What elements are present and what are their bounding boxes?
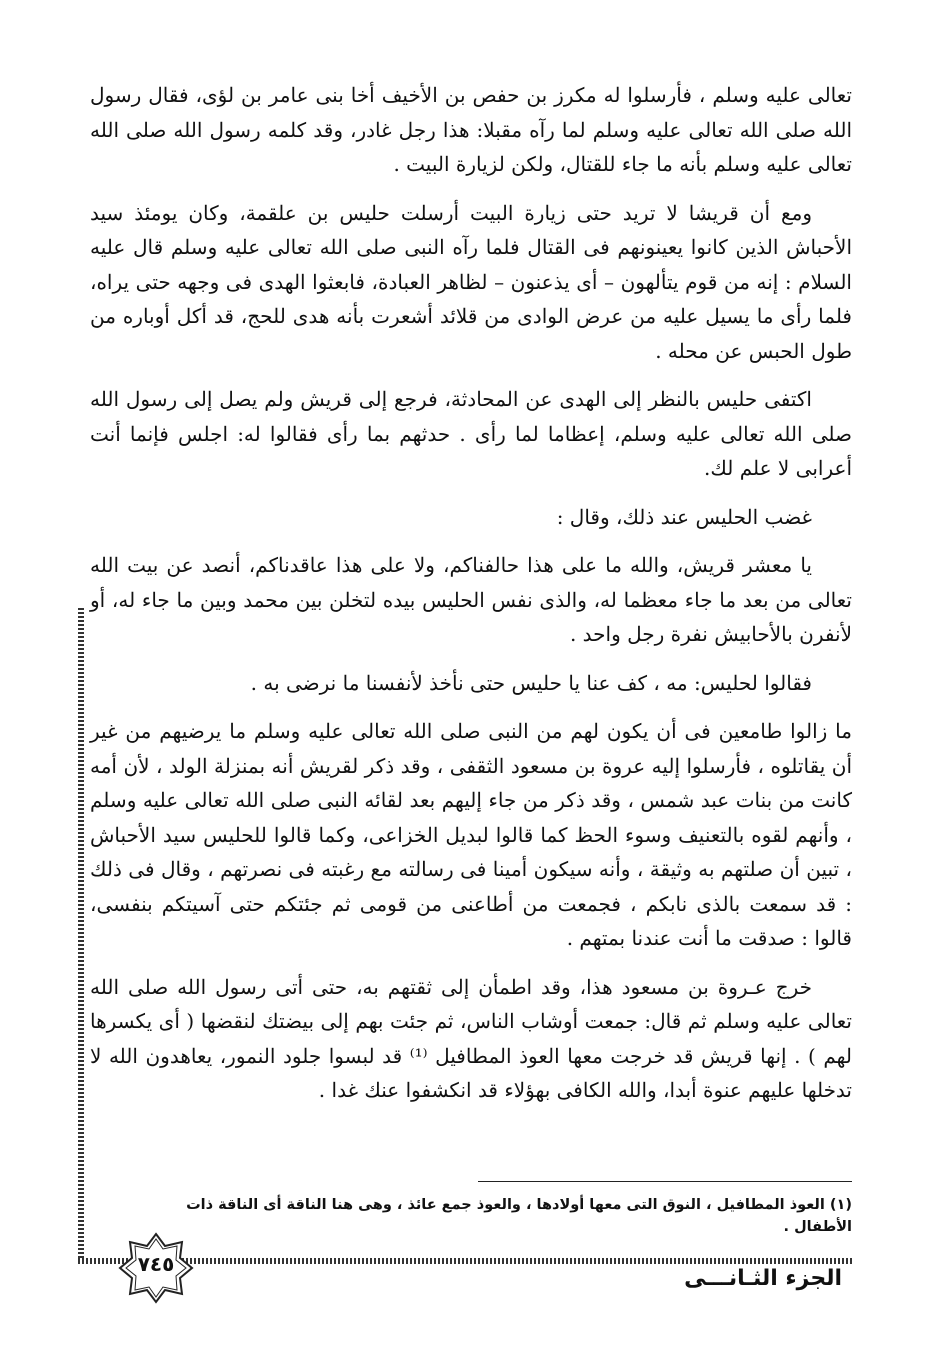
page-border-left (78, 608, 84, 1260)
page-number-badge (118, 1232, 194, 1304)
running-footer: الجزء الثـانـــى (684, 1266, 842, 1291)
paragraph: غضب الحليس عند ذلك، وقال : (556, 504, 812, 529)
body-text (90, 78, 852, 1108)
footnote: (١) العوذ المطافيل ، النوق التى معها أولادها ، والعوذ جمع عائذ ، وهى هنا الناقة أى الناقة ذات الأطفال . (186, 1197, 852, 1235)
paragraph: يا معشر قريش، والله ما على هذا حالفناكم، ولا على هذا عاقدناكم، أنصد عن بيت الله تعالى من بعد ما جاء معظما له، والذى نفس الحليس بيده لتخلن بين محمد وبين ما جاء له، أو لأنفرن بالأحابيش نفرة رجل واحد . (90, 553, 852, 646)
paragraph: تعالى عليه وسلم ، فأرسلوا له مكرز بن حفص بن الأخيف أخا بنى عامر بن لؤى، فقال رسول الله صلى الله تعالى عليه وسلم لما رآه مقبلا: هذا رجل غادر، وقد كلمه رسول الله صلى الله تعالى عليه وسلم بأنه ما جاء للقتال، ولكن لزيارة البيت . (90, 83, 853, 176)
paragraph: ما زالوا طامعين فى أن يكون لهم من النبى صلى الله تعالى عليه وسلم ما يرضيهم من غير أن يقاتلوه ، فأرسلوا إليه عروة بن مسعود الثقفى ، وقد ذكر لقريش أنه بمنزلة الولد ، لأن أمه كانت من بنات عبد شمس ، وقد ذكر من جاء إليهم بعد لقائه النبى صلى الله تعالى عليه وسلم ، وأنهم لقوه بالتعنيف وسوء الحظ كما قالوا لبديل الخزاعى، وكما قالوا للحليس سيد الأحباش ، تبين أن صلتهم به وثيقة ، وأنه سيكون أمينا فى رسالته مع رغبته فى نصرتهم ، وقال فى ذلك : قد سمعت بالذى نابكم ، فجمعت من أطاعنى من قومى ثم جئتكم حتى آسيتكم بنفسى، قالوا : صدقت ما أنت عندنا بمتهم . (90, 719, 853, 950)
page-number: ٧٤٥ (137, 1252, 175, 1276)
paragraph: فقالوا لحليس: مه ، كف عنا يا حليس حتى نأخذ لأنفسنا ما نرضى به . (250, 670, 812, 695)
paragraph: خرج عـروة بن مسعود هذا، وقد اطمأن إلى ثقتهم به، حتى أتى رسول الله صلى الله تعالى عليه وسلم ثم قال: جمعت أوشاب الناس، ثم جئت بهم إلى بيضتك لنقضها ( أى يكسرها لهم ) . إنها قريش قد خرجت معها العوذ المطافيل ⁽¹⁾ قد لبسوا جلود النمور، يعاهدون الله لا تدخلها عليهم عنوة أبدا، والله الكافى بهؤلاء قد انكشفوا عنك غدا . (90, 974, 852, 1102)
footnote-divider (478, 1181, 852, 1182)
paragraph: اكتفى حليس بالنظر إلى الهدى عن المحادثة، فرجع إلى قريش ولم يصل إلى رسول الله صلى الله تعالى عليه وسلم، إعظاما لما رأى . حدثهم بما رأى فقالوا له: اجلس فإنما أنت أعرابى لا علم لك. (90, 387, 852, 480)
paragraph: ومع أن قريشا لا تريد حتى زيارة البيت أرسلت حليس بن علقمة، وكان يومئذ سيد الأحباش الذين كانوا يعينونهم فى القتال فلما رآه النبى صلى الله تعالى عليه وسلم قال عليه السلام : إنه من قوم يتألهون – أى يذعنون – لظاهر العبادة، فابعثوا الهدى فى وجهه حتى يراه، فلما رأى ما يسيل عليه من عرض الوادى من قلائد أشعرت بأنه هدى للحج، قد أكل أوباره من طول الحبس عن محله . (90, 200, 852, 363)
page-border-bottom (78, 1258, 854, 1264)
